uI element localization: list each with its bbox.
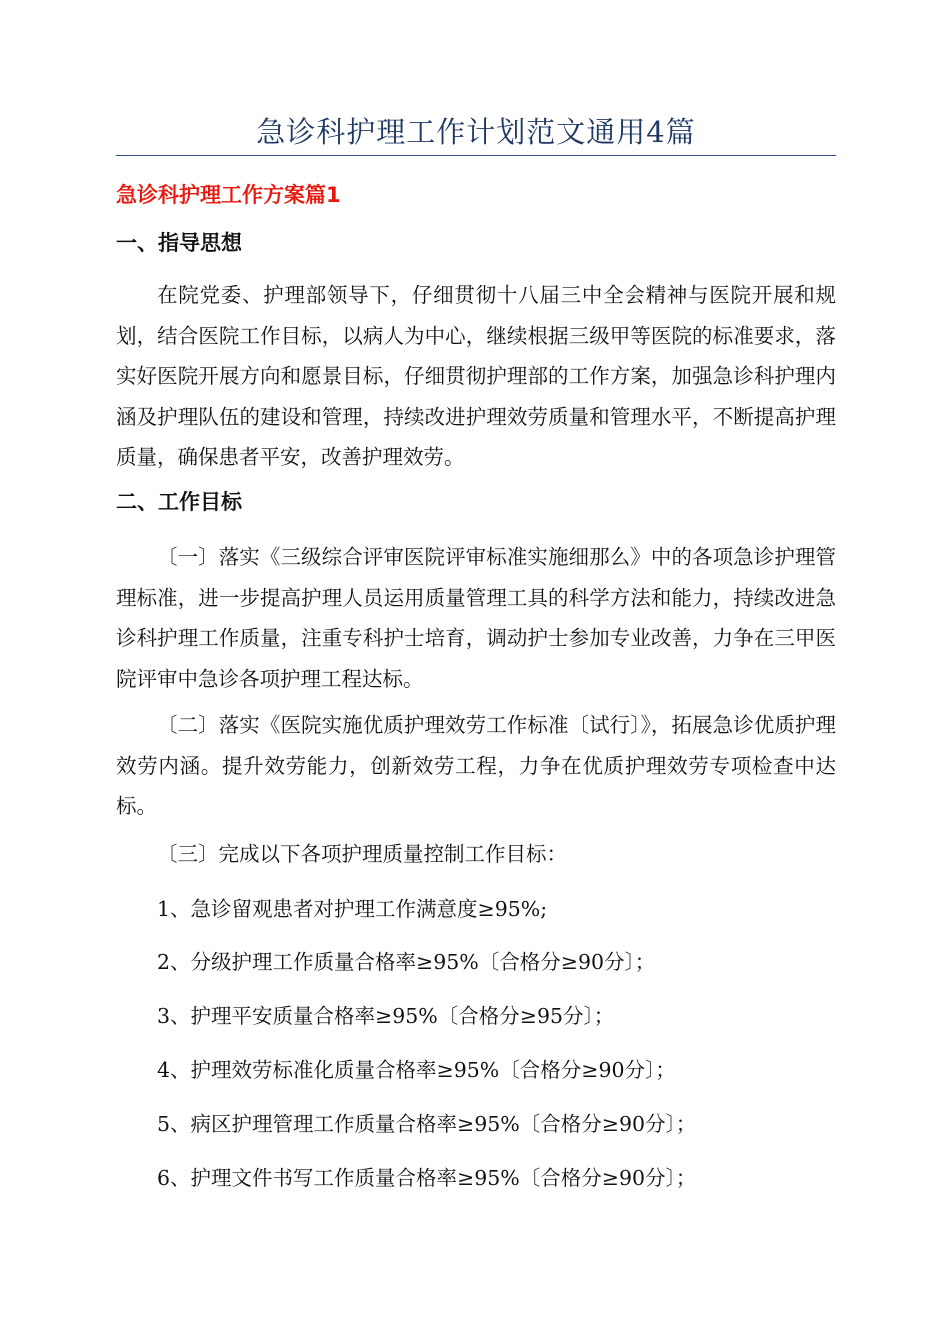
paragraph-goal-2: 〔二〕落实《医院实施优质护理效劳工作标准〔试行〕》，拓展急诊优质护理效劳内涵。提升效劳能力，创新效劳工程，力争在优质护理效劳专项检查中达标。: [116, 713, 836, 818]
heading-work-goals: 二、工作目标: [116, 490, 242, 514]
section-heading: 急诊科护理工作方案篇1: [116, 183, 341, 207]
list-item: 4、护理效劳标准化质量合格率≥95%〔合格分≥90分〕；: [157, 1058, 676, 1082]
paragraph-goal-1: 〔一〕落实《三级综合评审医院评审标准实施细那么》中的各项急诊护理管理标准，进一步提高护理人员运用质量管理工具的科学方法和能力，持续改进急诊科护理工作质量，注重专科护士培育，调动护士参加专业改善，力争在三甲医院评审中急诊各项护理工程达标。: [116, 545, 836, 691]
list-item: 5、病区护理管理工作质量合格率≥95%〔合格分≥90分〕；: [157, 1112, 697, 1136]
list-item: 3、护理平安质量合格率≥95%〔合格分≥95分〕；: [157, 1004, 615, 1028]
list-item: 2、分级护理工作质量合格率≥95%〔合格分≥90分〕；: [157, 950, 656, 974]
paragraph-goal-3: 〔三〕完成以下各项护理质量控制工作目标：: [157, 842, 567, 866]
heading-guiding-ideology: 一、指导思想: [116, 231, 242, 255]
list-item: 1、急诊留观患者对护理工作满意度≥95%;: [157, 897, 548, 921]
list-item: 6、护理文件书写工作质量合格率≥95%〔合格分≥90分〕；: [157, 1166, 697, 1190]
paragraph-guiding-ideology: 在院党委、护理部领导下，仔细贯彻十八届三中全会精神与医院开展和规划，结合医院工作目标，以病人为中心，继续根据三级甲等医院的标准要求，落实好医院开展方向和愿景目标，仔细贯彻护理部的工作方案，加强急诊科护理内涵及护理队伍的建设和管理，持续改进护理效劳质量和管理水平，不断提高护理质量，确保患者平安，改善护理效劳。: [116, 283, 836, 469]
title-underline-rule: [116, 155, 836, 156]
document-title: 急诊科护理工作计划范文通用4篇: [256, 115, 696, 149]
